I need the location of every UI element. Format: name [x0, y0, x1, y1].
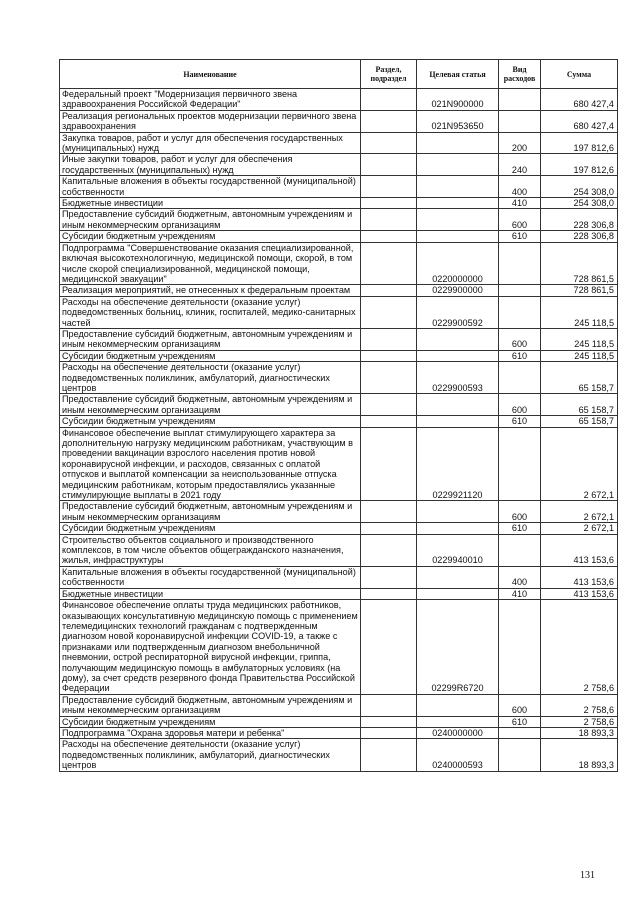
header-target: Целевая статья [417, 60, 499, 89]
table-row [60, 350, 618, 361]
row-name: Бюджетные инвестиции [60, 588, 361, 599]
row-section [361, 566, 417, 588]
row-expense-type: 610 [499, 350, 541, 361]
row-name: Субсидии бюджетным учреждениям [60, 716, 361, 727]
table-row [60, 739, 618, 771]
row-expense-type: 610 [499, 416, 541, 427]
header-expense-type: Вид расходов [499, 60, 541, 89]
row-target [417, 328, 499, 350]
row-section [361, 132, 417, 154]
row-sum: 65 158,7 [541, 394, 618, 416]
header-row [60, 60, 618, 89]
table-row [60, 394, 618, 416]
row-expense-type: 600 [499, 328, 541, 350]
row-target [417, 416, 499, 427]
table-row [60, 416, 618, 427]
row-name: Предоставление субсидий бюджетным, автономным учреждениям и иным некоммерческим организациям [60, 694, 361, 716]
row-sum: 680 427,4 [541, 110, 618, 132]
row-expense-type [499, 296, 541, 328]
row-sum: 2 758,6 [541, 694, 618, 716]
row-target [417, 231, 499, 242]
row-section [361, 739, 417, 771]
row-section [361, 110, 417, 132]
row-target [417, 501, 499, 523]
row-name: Субсидии бюджетным учреждениям [60, 231, 361, 242]
table-row [60, 285, 618, 296]
table-row [60, 209, 618, 231]
header-name: Наименование [60, 60, 361, 89]
row-section [361, 600, 417, 695]
table-row [60, 89, 618, 111]
budget-table [59, 59, 618, 772]
row-name: Строительство объектов социального и производственного комплексов, в том числе объектов общегражданского назначения, жилья, инфраструктуры [60, 534, 361, 566]
row-target: 021N900000 [417, 89, 499, 111]
row-name: Расходы на обеспечение деятельности (оказание услуг) подведомственных больниц, клиник, госпиталей, медико-санитарных частей [60, 296, 361, 328]
table-body [60, 89, 618, 772]
row-name: Закупка товаров, работ и услуг для обеспечения государственных (муниципальных) нужд [60, 132, 361, 154]
row-section [361, 588, 417, 599]
row-target: 0229940010 [417, 534, 499, 566]
row-target: 0229900000 [417, 285, 499, 296]
row-name: Капитальные вложения в объекты государственной (муниципальной) собственности [60, 176, 361, 198]
row-sum: 2 672,1 [541, 501, 618, 523]
row-section [361, 296, 417, 328]
table-row [60, 566, 618, 588]
table-row [60, 296, 618, 328]
row-expense-type [499, 534, 541, 566]
row-name: Субсидии бюджетным учреждениям [60, 350, 361, 361]
row-name: Предоставление субсидий бюджетным, автономным учреждениям и иным некоммерческим организациям [60, 501, 361, 523]
row-section [361, 285, 417, 296]
row-target [417, 176, 499, 198]
row-sum: 65 158,7 [541, 362, 618, 394]
table-row [60, 362, 618, 394]
row-expense-type [499, 739, 541, 771]
table-row [60, 132, 618, 154]
row-section [361, 209, 417, 231]
row-sum: 245 118,5 [541, 328, 618, 350]
row-sum: 245 118,5 [541, 350, 618, 361]
row-expense-type: 410 [499, 588, 541, 599]
row-section [361, 350, 417, 361]
row-name: Финансовое обеспечение оплаты труда медицинских работников, оказывающих консультативную медицинскую помощь с применением телемедицинских технологий гражданам с подтвержденным диагнозом новой коронавирусной инфекции COVID-19, а также с признаками или подтвержденным диагнозом внебольничной пневмонии, острой респираторной вирусной инфекции, гриппа, получающим медицинскую помощь в амбулаторных условиях (на дому), за счет средств резервного фонда Правительства Российской Федерации [60, 600, 361, 695]
row-target: 0240000593 [417, 739, 499, 771]
row-section [361, 231, 417, 242]
table-row [60, 231, 618, 242]
row-target [417, 394, 499, 416]
table-row [60, 716, 618, 727]
row-expense-type: 200 [499, 132, 541, 154]
row-sum: 413 153,6 [541, 588, 618, 599]
row-sum: 228 306,8 [541, 231, 618, 242]
row-sum: 65 158,7 [541, 416, 618, 427]
row-expense-type: 410 [499, 198, 541, 209]
row-section [361, 694, 417, 716]
row-target [417, 198, 499, 209]
header-sum: Сумма [541, 60, 618, 89]
row-target [417, 716, 499, 727]
row-sum: 680 427,4 [541, 89, 618, 111]
table-row [60, 600, 618, 695]
row-name: Иные закупки товаров, работ и услуг для обеспечения государственных (муниципальных) нужд [60, 154, 361, 176]
row-section [361, 89, 417, 111]
row-name: Федеральный проект "Модернизация первичного звена здравоохранения Российской Федерации" [60, 89, 361, 111]
row-sum: 18 893,3 [541, 739, 618, 771]
row-target [417, 566, 499, 588]
row-name: Субсидии бюджетным учреждениям [60, 416, 361, 427]
row-expense-type: 600 [499, 501, 541, 523]
row-target: 02299R6720 [417, 600, 499, 695]
table-row [60, 110, 618, 132]
row-target: 021N953650 [417, 110, 499, 132]
row-name: Финансовое обеспечение выплат стимулирующего характера за дополнительную нагрузку медицинским работникам, участвующим в проведении вакцинации взрослого населения против новой коронавирусной инфекции, и расходов, связанных с оплатой отпусков и выплатой компенсации за неиспользованные отпуска медицинским работникам, которым предоставлялись указанные стимулирующие выплаты в 2021 году [60, 427, 361, 501]
row-expense-type [499, 285, 541, 296]
row-expense-type [499, 427, 541, 501]
table-row [60, 588, 618, 599]
row-section [361, 727, 417, 738]
row-sum: 413 153,6 [541, 566, 618, 588]
row-sum: 2 758,6 [541, 600, 618, 695]
row-target [417, 350, 499, 361]
row-expense-type [499, 727, 541, 738]
row-expense-type [499, 600, 541, 695]
row-target [417, 523, 499, 534]
row-name: Расходы на обеспечение деятельности (оказание услуг) подведомственных поликлиник, амбулаторий, диагностических центров [60, 362, 361, 394]
table-row [60, 328, 618, 350]
table-row [60, 198, 618, 209]
row-section [361, 523, 417, 534]
table-row [60, 727, 618, 738]
row-expense-type: 610 [499, 716, 541, 727]
row-section [361, 501, 417, 523]
row-section [361, 198, 417, 209]
row-expense-type [499, 362, 541, 394]
header-section: Раздел, подраздел [361, 60, 417, 89]
row-section [361, 154, 417, 176]
row-expense-type: 240 [499, 154, 541, 176]
row-sum: 197 812,6 [541, 154, 618, 176]
row-name: Капитальные вложения в объекты государственной (муниципальной) собственности [60, 566, 361, 588]
row-target: 0229900593 [417, 362, 499, 394]
row-target [417, 154, 499, 176]
table-row [60, 501, 618, 523]
row-name: Подпрограмма "Охрана здоровья матери и ребенка" [60, 727, 361, 738]
table-row [60, 534, 618, 566]
row-target: 0220000000 [417, 242, 499, 285]
row-section [361, 716, 417, 727]
table-row [60, 523, 618, 534]
table-row [60, 242, 618, 285]
row-expense-type: 400 [499, 566, 541, 588]
row-name: Предоставление субсидий бюджетным, автономным учреждениям и иным некоммерческим организациям [60, 394, 361, 416]
row-target [417, 588, 499, 599]
row-name: Предоставление субсидий бюджетным, автономным учреждениям и иным некоммерческим организациям [60, 209, 361, 231]
row-sum: 197 812,6 [541, 132, 618, 154]
row-sum: 2 672,1 [541, 427, 618, 501]
row-sum: 228 306,8 [541, 209, 618, 231]
row-target: 0240000000 [417, 727, 499, 738]
table-row [60, 427, 618, 501]
row-name: Подпрограмма "Совершенствование оказания специализированной, включая высокотехнологичную, медицинской помощи, скорой, в том числе скорой специализированной, медицинской помощи, медицинской эвакуации" [60, 242, 361, 285]
row-section [361, 176, 417, 198]
row-sum: 254 308,0 [541, 198, 618, 209]
row-sum: 413 153,6 [541, 534, 618, 566]
row-name: Предоставление субсидий бюджетным, автономным учреждениям и иным некоммерческим организациям [60, 328, 361, 350]
row-target [417, 209, 499, 231]
row-section [361, 394, 417, 416]
row-section [361, 328, 417, 350]
row-name: Расходы на обеспечение деятельности (оказание услуг) подведомственных поликлиник, амбулаторий, диагностических центров [60, 739, 361, 771]
row-expense-type: 600 [499, 694, 541, 716]
row-name: Реализация мероприятий, не отнесенных к федеральным проектам [60, 285, 361, 296]
row-sum: 18 893,3 [541, 727, 618, 738]
table-row [60, 694, 618, 716]
row-expense-type [499, 89, 541, 111]
row-section [361, 534, 417, 566]
row-target [417, 694, 499, 716]
row-section [361, 427, 417, 501]
row-target: 0229900592 [417, 296, 499, 328]
page-number: 131 [580, 870, 595, 881]
row-expense-type: 600 [499, 209, 541, 231]
row-sum: 2 758,6 [541, 716, 618, 727]
row-sum: 728 861,5 [541, 285, 618, 296]
row-expense-type: 600 [499, 394, 541, 416]
table-row [60, 154, 618, 176]
row-sum: 2 672,1 [541, 523, 618, 534]
row-target [417, 132, 499, 154]
table-row [60, 176, 618, 198]
row-expense-type: 610 [499, 231, 541, 242]
row-expense-type: 400 [499, 176, 541, 198]
row-sum: 728 861,5 [541, 242, 618, 285]
row-name: Реализация региональных проектов модернизации первичного звена здравоохранения [60, 110, 361, 132]
row-section [361, 416, 417, 427]
row-section [361, 242, 417, 285]
row-sum: 245 118,5 [541, 296, 618, 328]
row-expense-type [499, 110, 541, 132]
row-target: 0229921120 [417, 427, 499, 501]
row-name: Бюджетные инвестиции [60, 198, 361, 209]
row-section [361, 362, 417, 394]
row-name: Субсидии бюджетным учреждениям [60, 523, 361, 534]
row-expense-type: 610 [499, 523, 541, 534]
row-sum: 254 308,0 [541, 176, 618, 198]
row-expense-type [499, 242, 541, 285]
